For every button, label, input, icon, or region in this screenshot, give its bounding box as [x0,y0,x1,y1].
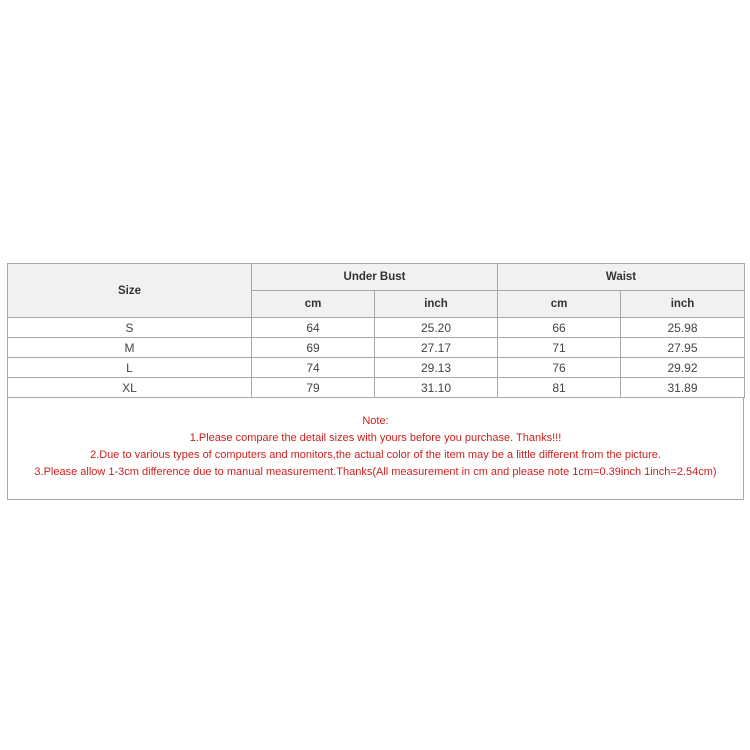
table-row [8,358,745,378]
size-cell: S [8,318,252,338]
table-row [8,378,745,398]
waist-cm-cell: 71 [498,338,621,358]
waist-cm-cell: 76 [498,358,621,378]
waist-inch-cell: 25.98 [621,318,745,338]
bust-inch-cell: 27.17 [375,338,498,358]
under-bust-inch-header: inch [375,291,498,318]
under-bust-cm-header: cm [252,291,375,318]
size-column-header: Size [8,264,252,318]
bust-inch-cell: 25.20 [375,318,498,338]
waist-cm-header: cm [498,291,621,318]
size-table [7,263,745,398]
waist-cm-cell: 66 [498,318,621,338]
size-cell: L [8,358,252,378]
bust-cm-cell: 64 [252,318,375,338]
bust-inch-cell: 31.10 [375,378,498,398]
bust-cm-cell: 74 [252,358,375,378]
size-chart [7,263,744,500]
table-row [8,318,745,338]
note-line-2: 2.Due to various types of computers and monitors,the actual color of the item may be a little different from the picture. [90,449,661,461]
bust-inch-cell: 29.13 [375,358,498,378]
waist-inch-header: inch [621,291,745,318]
under-bust-header: Under Bust [252,264,498,291]
waist-inch-cell: 31.89 [621,378,745,398]
waist-cm-cell: 81 [498,378,621,398]
size-cell: XL [8,378,252,398]
note-line-1: 1.Please compare the detail sizes with yours before you purchase. Thanks!!! [189,432,562,444]
table-row [8,338,745,358]
bust-cm-cell: 79 [252,378,375,398]
notes-box [7,397,744,500]
size-cell: M [8,338,252,358]
note-line-3: 3.Please allow 1-3cm difference due to manual measurement.Thanks(All measurement in cm and please note 1cm=0.39inch 1inch=2.54cm) [34,466,717,478]
note-title: Note: [362,415,389,427]
bust-cm-cell: 69 [252,338,375,358]
waist-inch-cell: 27.95 [621,338,745,358]
waist-header: Waist [498,264,745,291]
waist-inch-cell: 29.92 [621,358,745,378]
